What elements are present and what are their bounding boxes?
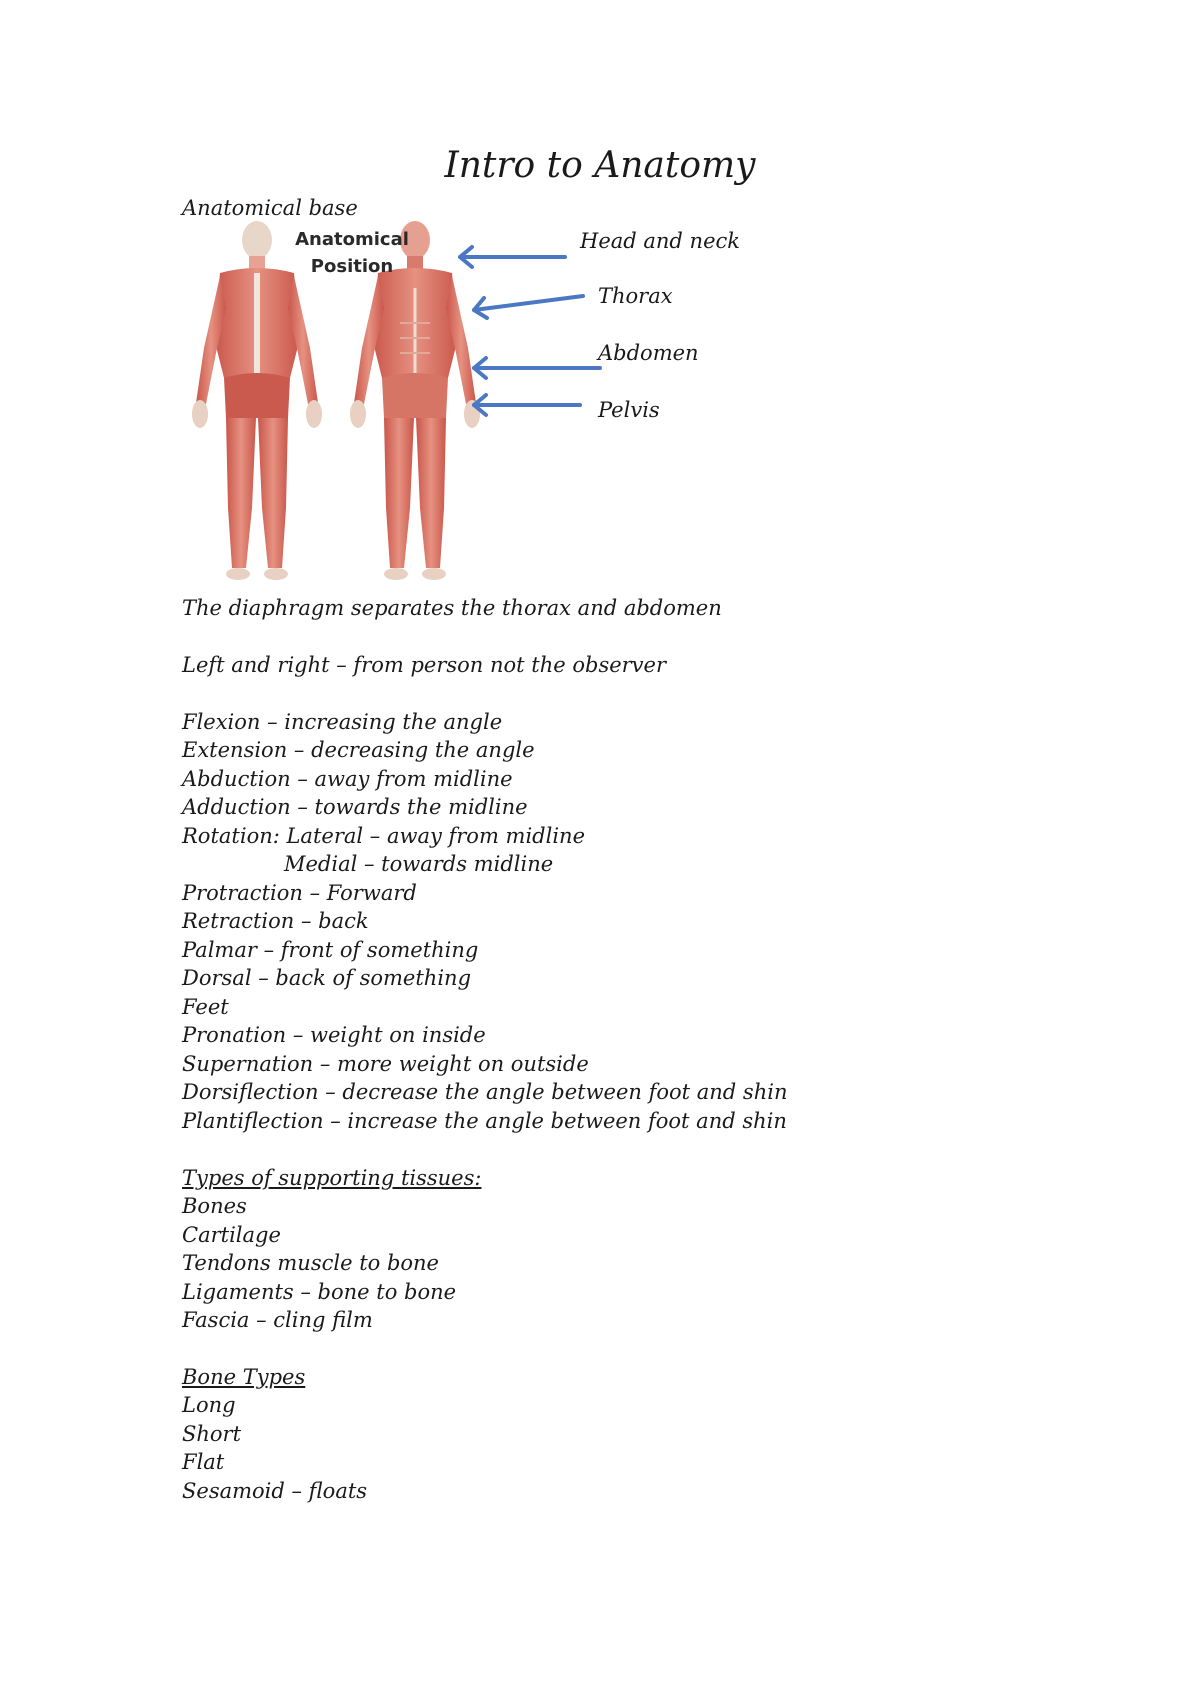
movement-item: Dorsiflection – decrease the angle between foot and shin [182, 1080, 788, 1104]
region-label-head-neck: Head and neck [580, 229, 740, 253]
note-left-right: Left and right – from person not the observer [182, 653, 667, 677]
note-diaphragm: The diaphragm separates the thorax and abdomen [182, 596, 722, 620]
page-title: Intro to Anatomy [444, 145, 756, 186]
region-label-abdomen: Abdomen [598, 341, 699, 365]
supporting-tissues-heading: Types of supporting tissues: [182, 1166, 482, 1190]
figure-title [272, 226, 432, 280]
region-label-pelvis: Pelvis [598, 398, 660, 422]
movement-item: Supernation – more weight on outside [182, 1052, 589, 1076]
bone-type-item: Sesamoid – floats [182, 1479, 368, 1503]
movement-item: Feet [182, 995, 229, 1019]
movement-item: Palmar – front of something [182, 938, 479, 962]
movement-item: Plantiflection – increase the angle between foot and shin [182, 1109, 787, 1133]
movement-item: Abduction – away from midline [182, 767, 513, 791]
bone-type-item: Flat [182, 1450, 225, 1474]
tissue-item: Ligaments – bone to bone [182, 1280, 457, 1304]
section-label: Anatomical base [182, 196, 358, 220]
movement-item: Extension – decreasing the angle [182, 738, 535, 762]
bone-type-item: Short [182, 1422, 242, 1446]
movement-item: Medial – towards midline [284, 852, 554, 876]
region-label-thorax: Thorax [598, 284, 673, 308]
movement-item: Rotation: Lateral – away from midline [182, 824, 585, 848]
bone-types-heading: Bone Types [182, 1365, 306, 1389]
tissue-item: Bones [182, 1194, 247, 1218]
tissue-item: Cartilage [182, 1223, 281, 1247]
movement-item: Retraction – back [182, 909, 369, 933]
movement-item: Pronation – weight on inside [182, 1023, 486, 1047]
tissue-item: Tendons muscle to bone [182, 1251, 439, 1275]
movement-item: Dorsal – back of something [182, 966, 472, 990]
figure-title-line1: Anatomical [295, 229, 409, 250]
tissue-item: Fascia – cling film [182, 1308, 373, 1332]
figure-title-line2: Position [310, 256, 394, 277]
bone-type-item: Long [182, 1393, 236, 1417]
region-arrows [440, 230, 620, 420]
movement-item: Flexion – increasing the angle [182, 710, 503, 734]
arrow-thorax [474, 296, 583, 310]
movement-item: Protraction – Forward [182, 881, 417, 905]
movement-item: Adduction – towards the midline [182, 795, 528, 819]
